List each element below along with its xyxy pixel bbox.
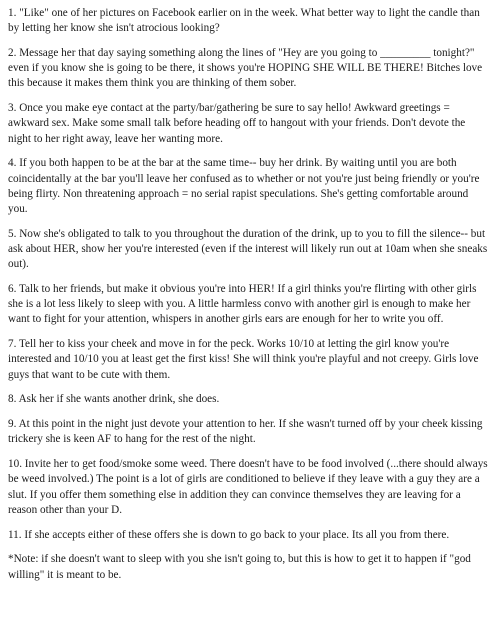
document-body: [8, 6, 488, 583]
paragraph-11: 11. If she accepts either of these offers she is down to go back to your place. Its all you from there.: [8, 528, 450, 541]
paragraph-6: 6. Talk to her friends, but make it obvious you're into HER! If a girl thinks you're flirting with other girls she is a lot less likely to sleep with you. A little harmless convo with another girl is enough to make her want to fight for your attention, whispers in another girls ears are enough for her to write you off.: [8, 283, 477, 326]
paragraph-8: 8. Ask her if she wants another drink, she does.: [8, 393, 220, 406]
paragraph-4: 4. If you both happen to be at the bar at the same time-- buy her drink. By waiting until you are both coincidentally at the bar you'll leave her confused as to whether or not you're just being friendly or you're being flirty. Non threatening approach = no serial rapist speculations. She's getting comfortable around you.: [8, 157, 480, 216]
paragraph-7: 7. Tell her to kiss your cheek and move in for the peck. Works 10/10 at letting the girl know you're interested and 10/10 you at least get the first kiss! She will think you're playful and not creepy. Girls love guys that want to be cute with them.: [8, 338, 479, 381]
paragraph-1: 1. "Like" one of her pictures on Facebook earlier on in the week. What better way to light the candle than by letting her know she isn't atrocious looking?: [8, 7, 480, 35]
paragraph-3: 3. Once you make eye contact at the party/bar/gathering be sure to say hello! Awkward greetings = awkward sex. Make some small talk before heading off to hangout with your friends. Don't devote the night to her right away, leave her wanting more.: [8, 102, 466, 145]
paragraph-10: 10. Invite her to get food/smoke some weed. There doesn't have to be food involved (...there should always be weed involved.) The point is a lot of girls are conditioned to believe if they leave with a guy they are a slut. If you offer them something else in addition they can convince themselves they are leaving for a reason other than your D.: [8, 458, 488, 516]
paragraph-2: 2. Message her that day saying something along the lines of "Hey are you going to _________ tonight?" even if you know she is going to be there, it shows you're HOPING SHE WILL BE THERE! Bitches love this because it makes them think you are thinking of them sober.: [8, 47, 483, 90]
paragraph-9: 9. At this point in the night just devote your attention to her. If she wasn't turned off by your cheek kissing trickery she is keen AF to hang for the rest of the night.: [8, 418, 483, 446]
paragraph-5: 5. Now she's obligated to talk to you throughout the duration of the drink, up to you to fill the silence-- but ask about HER, show her you're interested (even if the interest will likely run out at 10am when she sneaks out).: [8, 227, 488, 271]
note-paragraph: *Note: if she doesn't want to sleep with you she isn't going to, but this is how to get it to happen if "god willing" it is meant to be.: [8, 553, 471, 581]
